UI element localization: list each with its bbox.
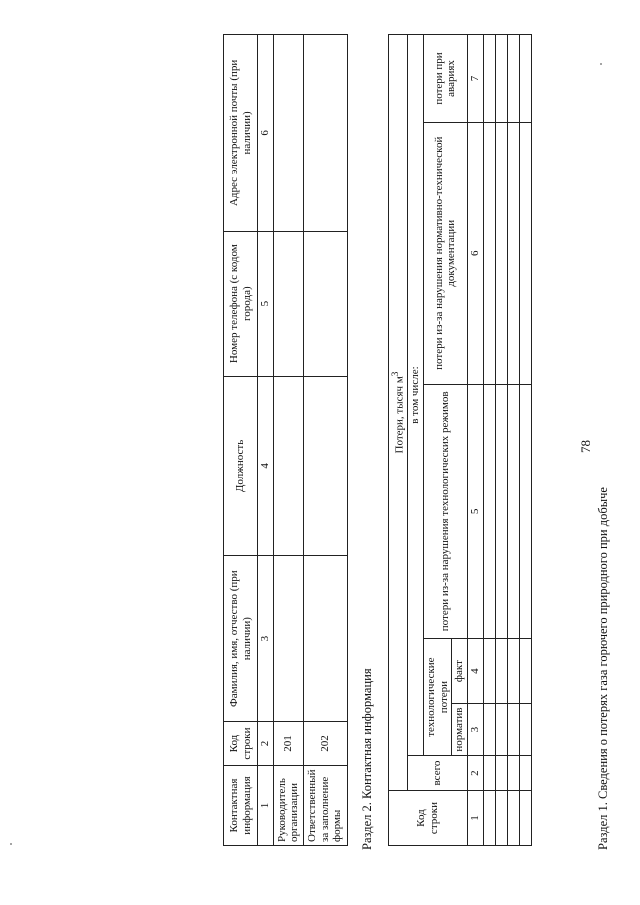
header-losses: Потери, тысяч $м^3$ bbox=[389, 35, 408, 791]
header-tech-regime: потери из-за нарушения технологических режимов bbox=[423, 384, 467, 639]
full-name-cell[interactable] bbox=[273, 556, 303, 722]
row-label: Руководитель организации bbox=[273, 766, 303, 846]
header-position: Должность bbox=[224, 376, 258, 556]
header-total: всего bbox=[408, 756, 468, 791]
losses-table bbox=[388, 34, 532, 846]
phone-cell[interactable] bbox=[273, 231, 303, 376]
row-code: 202 bbox=[303, 722, 347, 766]
row-label: Ответственный за заполнение формы bbox=[303, 766, 347, 846]
section1-caption: Раздел 1. Сведения о потерях газа горючего природного при добыче bbox=[596, 487, 610, 850]
table-row bbox=[303, 35, 347, 846]
table-row bbox=[483, 35, 495, 846]
header-tech-losses: технологические потери bbox=[423, 639, 451, 756]
header-accident: потери при авариях bbox=[423, 35, 467, 123]
header-norm: норматив bbox=[452, 704, 468, 756]
row-code: 201 bbox=[273, 722, 303, 766]
header-including: в том числе: bbox=[408, 35, 424, 756]
table-row bbox=[495, 35, 507, 846]
header-contact-info: Контактная информация bbox=[224, 766, 258, 846]
header-fact: факт bbox=[452, 639, 468, 704]
table-row bbox=[519, 35, 531, 846]
position-cell[interactable] bbox=[273, 376, 303, 556]
column-number-row: 1 2 3 4 5 6 7 bbox=[467, 35, 483, 846]
email-cell[interactable] bbox=[303, 35, 347, 232]
section2-caption: Раздел 2. Контактная информация bbox=[360, 668, 374, 850]
full-name-cell[interactable] bbox=[303, 556, 347, 722]
header-phone: Номер телефона (с кодом города) bbox=[224, 231, 258, 376]
email-cell[interactable] bbox=[273, 35, 303, 232]
position-cell[interactable] bbox=[303, 376, 347, 556]
contact-table bbox=[223, 34, 348, 846]
table-row bbox=[507, 35, 519, 846]
column-number-row: 1 2 3 4 5 6 bbox=[258, 35, 274, 846]
header-code: Код строки bbox=[389, 791, 468, 846]
header-code: Код строки bbox=[224, 722, 258, 766]
scan-speck bbox=[600, 63, 602, 65]
scan-speck bbox=[10, 843, 12, 845]
header-norm-doc: потери из-за нарушения нормативно-технической документации bbox=[423, 122, 467, 384]
header-full-name: Фамилия, имя, отчество (при наличии) bbox=[224, 556, 258, 722]
table-row bbox=[273, 35, 303, 846]
phone-cell[interactable] bbox=[303, 231, 347, 376]
header-email: Адрес электронной почты (при наличии) bbox=[224, 35, 258, 232]
page-number: 78 bbox=[578, 440, 593, 453]
